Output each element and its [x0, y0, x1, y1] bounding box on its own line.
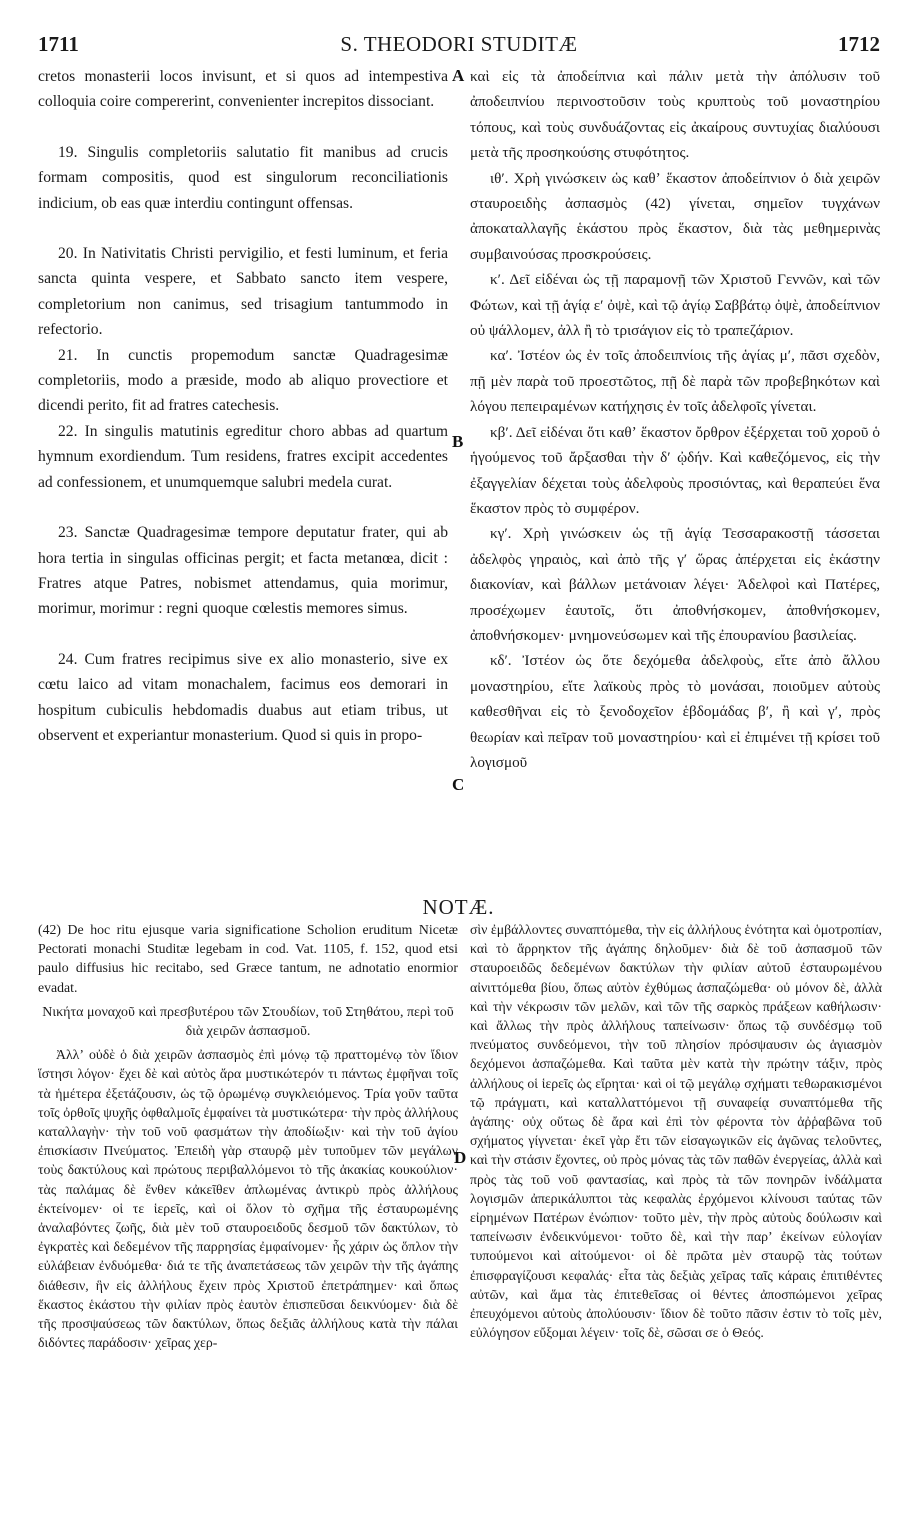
- greek-paragraph-23: κγʹ. Χρὴ γινώσκειν ὡς τῇ ἁγίᾳ Τεσσαρακοστῇ τάσσεται ἀδελφὸς γηραιὸς, καὶ ἀπὸ τῆς γʹ ὥρας ἀπέρχεται εἰς ἑκάστην διακονίαν, καὶ βάλλων μετάνοιαν λέγει· Ἀδελφοὶ καὶ Πατέρες, προσέχωμεν ἑαυτοῖς, ὅτι ἀποθνήσκομεν, ἀποθνήσκομεν, ἀποθνήσκομεν· μνημονεύσωμεν καὶ τῆς ἐπουρανίου βασιλείας.: [470, 525, 880, 644]
- greek-paragraph-24: κδʹ. Ἰστέον ὡς ὅτε δεχόμεθα ἀδελφοὺς, εἴτε ἀπὸ ἄλλου μοναστηρίου, εἴτε λαϊκοὺς πρὸς τὸ μονάσαι, ποιοῦμεν αὐτοὺς καθεσθῆναι εἰς τὸ ξενοδοχεῖον ἑβδομάδας βʹ, ἢ καὶ γʹ, πρὸς θεωρίαν καὶ πεῖραν τοῦ μοναστηρίου· καὶ εἰ ἐπιμένει τῇ κρίσει τοῦ λογισμοῦ: [470, 652, 880, 771]
- latin-paragraph-23: 23. Sanctæ Quadragesimæ tempore deputatur frater, qui ab hora tertia in singulas officinas pergit; et facta metanœa, dicit : Fratres atque Patres, nobismet attendamus, quia morimur, morimur, morimur : regni quoque cœlestis memores simus.: [38, 524, 448, 618]
- scholion-text-right: σὶν ἐμβάλλοντες συναπτόμεθα, τὴν εἰς ἀλλήλους ἑνότητα καὶ ὁμοτροπίαν, καὶ τὸ ἄρρηκτον τῆς ἀγάπης δηλοῦμεν· διὰ δὲ τοῦ ἀσπασμοῦ τῶν σταυροειδῶς δεδεμένων δακτύλων τὴν φιλίαν αὐτοῦ ἐσταυρωμένου αἰνιττόμεθα βίου, ὅπως αὐτὸν ἐχθύμως ἀσπαζώμεθα· οὐ μόνον δὲ, ἀλλὰ καὶ τὴν νέκρωσιν τῶν μελῶν, καὶ τῶν τῆς σαρκὸς πράξεων καθήλωσιν· καὶ ἄλλως τὴν πρὸς ἀλλήλους ταπείνωσιν· ὅπως τῷ συνδέσμῳ τοῦ πνεύματος συνδεόμενοι, τὴν τοῦ πλησίον πρόσψαυσιν ὡς ἁγιασμὸν δεχόμενοι ἀσπαζώμεθα. Καὶ ταῦτα μὲν κατὰ τὴν πρώτην τάξιν, πρὸς ἀλλήλους οἱ ἱερεῖς ὡς εἴρηται· καὶ οἱ τῷ μεγάλῳ σχήματι τεθωρακισμένοι τῷ πράγματι, καὶ καταλλαττόμενοι τῇ συναφείᾳ συναπτόμεθα τῆς ἀγάπης· οὐχ οὕτως δὲ ἄρα καὶ ἐπὶ τὸν φέροντα τὸν ἀῤῥαβῶνα τοῦ σχήματος γίγνεται· ἐκεῖ γὰρ ἔτι τῶν εἰσαγωγικῶν εἰς ἀγῶνας τελοῦντες, καὶ τὴν στάσιν ἔχοντες, οὐ πρὸς μόνας τὰς τῶν παθῶν ἐνεργείας, ἀλλὰ καὶ πρὸς τὰς τοῦ νοῦ φαντασίας, καὶ πρὸς τὰ τῶν πονηρῶν ἰνδάλματα λογισμῶν ἀπερικάλυπτοι τὰς κεφαλὰς ἐρχόμενοι κλίνουσι ταύτας τῶν εἰρημένων Πατέρων ἐνώπιον· τοῦτο μὲν, τὴν πρὸς αὐτοὺς δούλωσιν καὶ ταπείνωσιν ἐνδεικνύμενοι· τοῦτο δὲ, καὶ τὴν παρʼ ἐκείνων εὐλογίαν τυπούμενοι καὶ αἰτούμενοι· οἱ δὲ πρῶτα μὲν σταυρῷ τὰς τούτων ἐπισφραγίζουσι κεφαλάς· εἶτα τὰς δεξιὰς χεῖρας ταῖς κάραις ἐπιτιθέντες αὐτῶν, καὶ ἅμα τὰς ἐπιτεθεῖσας οἱ θέντες ἀποσπώμενοι χεῖρας ἐπευχόμενοι αὐτοὺς ἀπολύουσιν· ἴδιον δὲ τοῦτο πᾶσιν ἐστιν τὸ τοῖς μὲν, εὐλόγησον εὔξομαι λέγειν· τοῖς δὲ, σῶσαι σε ὁ Θεός.: [470, 922, 882, 1341]
- latin-paragraph-22: 22. In singulis matutinis egreditur choro abbas ad quartum hymnum exordiendum. Tum residens, fratres excipit accedentes ad confessionem, et unumquemque salubri medela curat.: [38, 422, 448, 491]
- greek-paragraph-22: κβʹ. Δεῖ εἰδέναι ὅτι καθʼ ἕκαστον ὄρθρον ἐξέρχεται τοῦ χοροῦ ὁ ἡγούμενος τοῦ ἄρξασθαι τὴν δʹ ᾠδήν. Καὶ καθεζόμενος, εἰς τὴν ἐξαγγελίαν δέχεται τοὺς ἀδελφοὺς προσιόντας, καὶ θεραπεύει ἕνα ἕκαστον πρὸς τὸ συμφέρον.: [470, 423, 880, 517]
- margin-marker-d: D: [454, 1148, 467, 1167]
- greek-paragraph-20: κʹ. Δεῖ εἰδέναι ὡς τῇ παραμονῇ τῶν Χριστοῦ Γεννῶν, καὶ τῶν Φώτων, καὶ τῇ ἁγίᾳ εʹ ὀψὲ, καὶ τῷ ἁγίῳ Σαββάτῳ ὀψὲ, ἀποδείπνιον οὐ ψάλλομεν, ἀλλ ἢ τὸ τρισάγιον εἰς τὸ τραπεζάριον.: [470, 271, 880, 340]
- scholion-title: Νικήτα μοναχοῦ καὶ πρεσβυτέρου τῶν Στουδίων, τοῦ Στηθάτου, περὶ τοῦ διὰ χειρῶν ἀσπασμοῦ.: [42, 1004, 454, 1040]
- notes-right-column: [470, 920, 882, 1520]
- running-title: S. THEODORI STUDITÆ: [340, 32, 578, 56]
- latin-column: [38, 64, 448, 890]
- page-header: [38, 32, 880, 58]
- latin-paragraph-24: 24. Cum fratres recipimus sive ex alio monasterio, sive ex cœtu laico ad vitam monachalem, facimus eos demorari in hospitum cubiculis hebdomadis duabus aut etiam tribus, ut observent et experiantur monasterium. Quod si quis in propo-: [38, 650, 448, 744]
- greek-paragraph-continued: καὶ εἰς τὰ ἀποδείπνια καὶ πάλιν μετὰ τὴν ἀπόλυσιν τοῦ ἀποδειπνίου περινοστοῦσιν τοὺς κρυπτοὺς τοῦ μοναστηρίου τόπους, καὶ τοὺς συνδυάζοντας εἰς ἀκαίρους συντυχίας διαλύουσι μετὰ τῆς προσηκούσης στυφότητος.: [470, 68, 880, 162]
- greek-paragraph-19: ιθʹ. Χρὴ γινώσκειν ὡς καθʼ ἕκαστον ἀποδείπνιον ὁ διὰ χειρῶν σταυροειδὴς ἀσπασμὸς (42) γίνεται, σημεῖον τυγχάνων ἀποκαταλλαγῆς ἑκάστου πρὸς ἕκαστον, διὰ τὰς μεθημερινὰς συμβαινούσας προσκρούσεις.: [470, 169, 880, 263]
- margin-marker-c: C: [452, 775, 465, 794]
- greek-paragraph-21: καʹ. Ἰστέον ὡς ἐν τοῖς ἀποδειπνίοις τῆς ἁγίας μʹ, πᾶσι σχεδὸν, πῇ μὲν παρὰ τοῦ προεστῶτος, πῇ δὲ παρὰ τῶν προβεβηκότων καὶ λόγου πεπειραμένων κατήχησις ἐν τοῖς ἀδελφοῖς γίνεται.: [470, 347, 880, 416]
- margin-marker-a: A: [452, 66, 465, 85]
- latin-paragraph-19: 19. Singulis completoriis salutatio fit manibus ad crucis formam compositis, quod est singulorum reconciliationis indicium, ob eas quæ interdiu contingunt offensas.: [38, 143, 448, 212]
- page-number-left: 1711: [38, 32, 79, 56]
- scholion-text-left: Ἀλλʼ οὐδὲ ὁ διὰ χειρῶν ἀσπασμὸς ἐπὶ μόνῳ τῷ πραττομένῳ τὸν ἴδιον ἵστησι λόγον· ἔχει δὲ καὶ αὐτὸς ἄρα μυστικώτερόν τι πάντως ἐμφῆναι τοῖς τὰ ἡμέτερα ἐξετάζουσιν, ὡς τῷ ὁρωμένῳ συγκλειόμενος. Τρία γοῦν ταῦτα τοῖς ὀρθοῖς ψυχῆς ὀφθαλμοῖς ἐμφαίνει τὰ μυστικώτερα· τὴν πρὸς ἀλλήλους καταλλαγὴν· τὴν τοῦ νοῦ φασμάτων τὴν ἀποδίωξιν· καὶ τὴν τοῦ ἁγίου ἐπισκίασιν Πνεύματος. Ἐπειδὴ γὰρ σταυρῷ μὲν τυποῦμεν τῶν μεγάλων τοὺς δακτύλους καὶ πρώτους περιβαλλόμενοι τὸ τῆς ἀκακίας κουκούλιον· τὰς παλάμας δὲ ἔνθεν κἀκεῖθεν ἁπλωμένας ἀντικρὺ πρὸς ἀλλήλους ἐκτείνομεν· οἱ τε ἱερεῖς, καὶ οἱ ὅλον τὸ σχῆμα τῆς ἐσταυρωμένης ἀναλαβόντες ζωῆς, διὰ μὲν τοῦ σταυροειδοῦς δεσμοῦ τῶν δακτύλων, τὸ ἐγκρατὲς καὶ δεδεμένον τῆς παρρησίας ἐμφαίνομεν· ἧς χάριν ὡς ὅπλον τὴν εὐλάβειαν ἐνδυόμεθα· διά τε τῆς ἀναπετάσεως τῶν χειρῶν τὴν τῆς ἀγάπης διάθεσιν, ἣν εἰς ἀλλήλους ἔχειν πρὸς Χριστοῦ ἐπετράπημεν· καὶ ὅπως ἕκαστος ἑκάστου τὴν φιλίαν πρὸς ἑαυτὸν ἐπισπεῦσαι δεικνύομεν· διὰ δὲ τῆς προσψαύσεως τῶν δακτύλων, ὅπως δεξιᾶς ἀλλήλους κατὰ τὴν πάλαι διδόντες παράδοσιν· χεῖρας χερ-: [38, 1047, 458, 1351]
- note-42-intro: (42) De hoc ritu ejusque varia significatione Scholion eruditum Nicetæ Pectorati monachi Studitæ legebam in cod. Vat. 1105, f. 152, quod etsi paulo diffusius hic recitabo, sed Græce tantum, ne adnotatio enormior evadat.: [38, 922, 458, 995]
- page-number-right: 1712: [838, 32, 880, 56]
- notes-left-column: [38, 920, 458, 1520]
- latin-paragraph-continued: cretos monasterii locos invisunt, et si quos ad intempestiva colloquia coire compererint, convenienter increpitos dissociant.: [38, 68, 448, 111]
- greek-column: [470, 64, 880, 890]
- margin-marker-b: B: [452, 432, 464, 451]
- latin-paragraph-20: 20. In Nativitatis Christi pervigilio, et festi luminum, et feria sancta quinta vespere, et Sabbato sancto item vespere, completorium non canimus, sed trisagium tantummodo in refectorio.: [38, 245, 448, 339]
- latin-paragraph-21: 21. In cunctis propemodum sanctæ Quadragesimæ completoriis, modo a præside, modo ab aliquo provectiore et dicendi perito, fit ad fratres catechesis.: [38, 346, 448, 415]
- notes-heading: NOTÆ.: [422, 895, 495, 919]
